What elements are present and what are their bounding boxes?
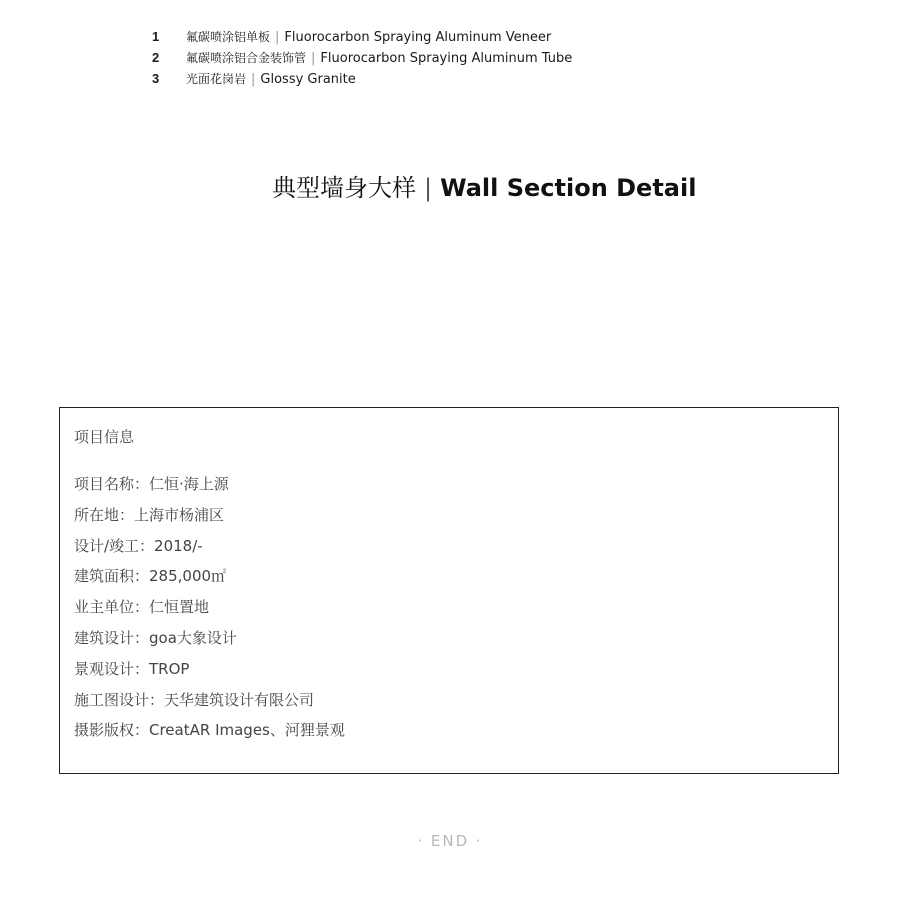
- legend-item: [152, 26, 792, 47]
- legend-number: 3: [152, 71, 160, 86]
- legend-english-label: Glossy Granite: [260, 72, 356, 87]
- client-row: 业主单位：仁恒置地: [74, 598, 210, 617]
- section-title-chinese: 典型墙身大样: [272, 174, 416, 202]
- section-title-separator: |: [424, 174, 433, 202]
- legend-item: [152, 47, 792, 68]
- photo-credit-row: 摄影版权：CreatAR Images、河狸景观: [74, 721, 345, 740]
- location-row: 所在地：上海市杨浦区: [74, 505, 225, 524]
- legend-number: 1: [152, 29, 160, 44]
- legend-number: 2: [152, 50, 160, 65]
- project-info-list: [74, 472, 345, 749]
- section-title: [272, 170, 696, 206]
- legend-english-label: Fluorocarbon Spraying Aluminum Veneer: [284, 30, 552, 45]
- project-info-box: [59, 407, 839, 774]
- building-area-row: 建筑面积：285,000㎡: [74, 567, 227, 586]
- construction-drawing-row: 施工图设计：天华建筑设计有限公司: [74, 690, 315, 709]
- legend-chinese-label: 氟碳喷涂铝单板: [186, 30, 271, 44]
- legend-english-label: Fluorocarbon Spraying Aluminum Tube: [320, 51, 573, 66]
- section-title-english: Wall Section Detail: [440, 174, 697, 202]
- legend-chinese-label: 光面花岗岩: [186, 72, 247, 86]
- landscape-design-row: 景观设计：TROP: [74, 659, 190, 678]
- architecture-design-row: 建筑设计：goa大象设计: [74, 628, 237, 647]
- material-legend: [152, 26, 792, 89]
- design-completion-row: 设计/竣工：2018/-: [74, 536, 203, 555]
- legend-separator: |: [311, 51, 316, 66]
- legend-chinese-label: 氟碳喷涂铝合金装饰管: [186, 51, 307, 65]
- project-info-heading: 项目信息: [74, 428, 135, 446]
- end-marker: · END ·: [417, 832, 483, 850]
- legend-separator: |: [275, 30, 280, 45]
- legend-item: [152, 68, 792, 89]
- legend-separator: |: [251, 72, 256, 87]
- project-name-row: 项目名称：仁恒·海上源: [74, 475, 229, 493]
